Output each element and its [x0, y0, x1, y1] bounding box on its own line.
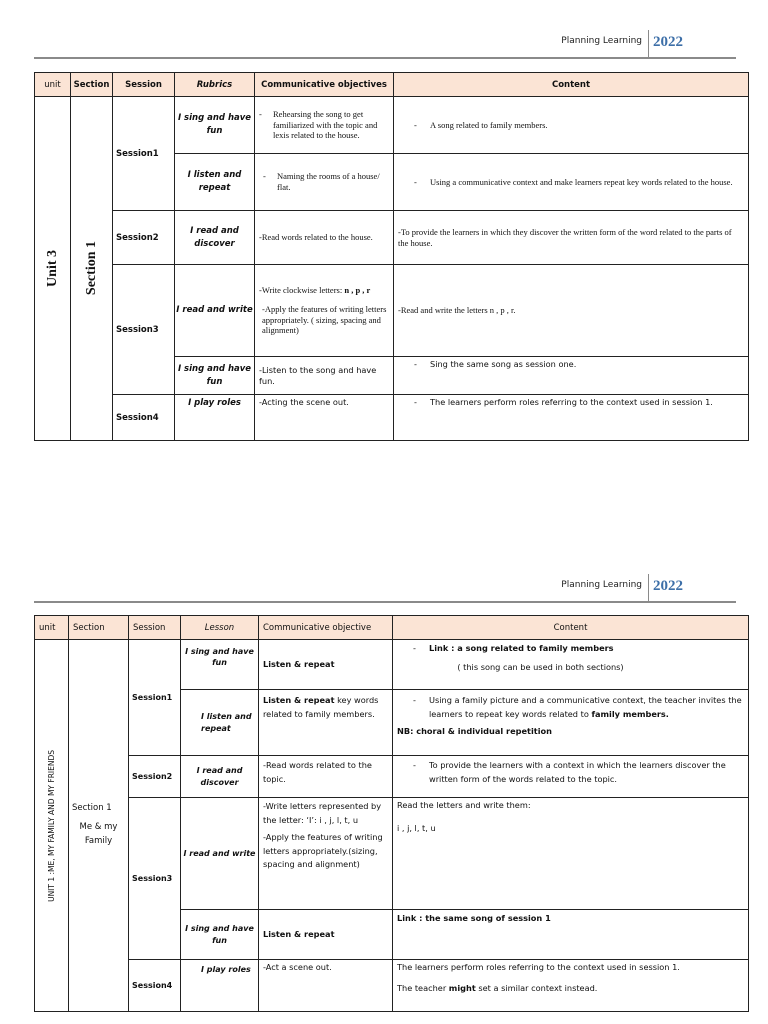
rubric-label: I sing and have fun — [175, 357, 255, 395]
session-label: Session1 — [129, 640, 181, 756]
objective-letters: n , p , r — [344, 285, 371, 296]
planning-table-unit3 — [34, 72, 749, 441]
objective-text: Rehearsing the song to get familiarized with the topic and lexis related to the house. — [273, 109, 378, 141]
objective-cell — [259, 798, 393, 910]
objective-cell — [259, 690, 393, 756]
col-unit: unit — [35, 616, 69, 640]
objective-text: Naming the rooms of a house/ flat. — [277, 171, 380, 192]
content-text: -To provide the learners in which they discover the written form of the word related to the parts of the house. — [394, 211, 749, 265]
section-cell — [69, 640, 129, 1012]
content-text: Using a communicative context and make learners repeat key words related to the house. — [430, 176, 733, 187]
objective-text: -Write clockwise letters: — [259, 285, 345, 296]
objective-text: -Write letters represented by the letter: ‘I’: i , j, l, t, u — [263, 801, 382, 825]
rubric-label: I read and discover — [175, 211, 255, 265]
objective-text: -Read words related to the topic. — [259, 756, 393, 798]
objective-text: -Apply the features of writing letters appropriately.(sizing, spacing and alignment) — [263, 832, 383, 870]
content-cell: - Using a communicative context and make learners repeat key words related to the house. — [394, 154, 749, 211]
content-note: ( this song can be used in both sections) — [457, 661, 624, 672]
rubric-label: I sing and have fun — [175, 97, 255, 154]
content-bold: might — [448, 982, 476, 993]
col-content: Content — [393, 616, 749, 640]
content-text: To provide the learners with a context in which the learners discover the written form of the words related to the topic. — [429, 760, 726, 784]
lesson-label: I play roles — [181, 960, 259, 1012]
objective-text: Listen & repeat — [259, 640, 393, 690]
header-year: 2022 — [653, 578, 683, 594]
content-text: The learners perform roles referring to the context used in session 1. — [397, 962, 680, 972]
rubric-label: I listen and repeat — [175, 154, 255, 211]
col-session: Session — [129, 616, 181, 640]
content-nb: NB: choral & individual repetition — [397, 725, 552, 736]
lesson-label: I read and write — [181, 798, 259, 910]
col-lesson: Lesson — [181, 616, 259, 640]
objective-text: -Listen to the song and have fun. — [255, 357, 394, 395]
table-row — [35, 640, 749, 690]
content-text: Link : the same song of session 1 — [393, 910, 749, 960]
session-label: Session2 — [113, 211, 175, 265]
objective-text: -Apply the features of writing letters appropriately. ( sizing, spacing and alignment) — [262, 303, 387, 336]
objective-cell: - Naming the rooms of a house/ flat. — [255, 154, 394, 211]
col-section: Section — [71, 73, 113, 97]
lesson-label: I sing and have fun — [181, 910, 259, 960]
content-text: -Read and write the letters n , p , r. — [394, 265, 749, 357]
content-cell: - Link : a song related to family members ( this song can be used in both sections) — [393, 640, 749, 690]
table-row — [35, 265, 749, 357]
session-label: Session2 — [129, 756, 181, 798]
table-row — [35, 960, 749, 1012]
lesson-label: I listen and repeat — [181, 690, 259, 756]
unit-cell — [35, 97, 71, 441]
header-label: Planning Learning — [561, 36, 642, 46]
page2-header — [34, 574, 736, 608]
table-header-row — [35, 73, 749, 97]
page1-header — [34, 30, 736, 64]
content-text: The teacher — [397, 982, 449, 993]
col-unit: unit — [35, 73, 71, 97]
session-label: Session4 — [113, 395, 175, 441]
content-cell: - Using a family picture and a communicative context, the teacher invites the learners to repeat key words related to family members. NB: choral & individual repetition — [393, 690, 749, 756]
table-row — [35, 97, 749, 154]
objective-text: -Acting the scene out. — [255, 395, 394, 441]
objective-text: key words related to family members. — [263, 695, 379, 719]
table-row — [35, 756, 749, 798]
content-cell: - Sing the same song as session one. — [394, 357, 749, 395]
objective-bold: Listen & repeat — [263, 695, 335, 705]
session-label: Session4 — [129, 960, 181, 1012]
header-rule — [34, 57, 736, 59]
section-label: Section 1 — [83, 241, 99, 296]
content-cell: - The learners perform roles referring to the context used in session 1. — [394, 395, 749, 441]
content-cell — [393, 798, 749, 910]
objective-text: -Act a scene out. — [259, 960, 393, 1012]
col-content: Content — [394, 73, 749, 97]
section-title: Section 1 — [72, 802, 112, 813]
content-text: Read the letters and write them: — [397, 800, 531, 810]
content-bold: family members. — [591, 708, 669, 719]
lesson-label: I sing and have fun — [181, 640, 259, 690]
objective-text: -Read words related to the house. — [255, 211, 394, 265]
planning-table-unit1 — [34, 615, 749, 1012]
objective-cell — [255, 265, 394, 357]
content-letters: i , j, l, t, u — [397, 822, 436, 833]
header-divider — [648, 30, 649, 59]
session-label: Session3 — [129, 798, 181, 960]
content-link: Link : a song related to family members — [429, 643, 614, 653]
header-rule — [34, 601, 736, 603]
objective-text: Listen & repeat — [259, 910, 393, 960]
table-header-row — [35, 616, 749, 640]
unit-cell — [35, 640, 69, 1012]
objective-cell: - Rehearsing the song to get familiarized with the topic and lexis related to the house. — [255, 97, 394, 154]
table-row — [35, 395, 749, 441]
col-objective: Communicative objective — [259, 616, 393, 640]
table-row — [35, 798, 749, 910]
col-rubrics: Rubrics — [175, 73, 255, 97]
unit-label: Unit 3 — [44, 250, 60, 287]
col-session: Session — [113, 73, 175, 97]
content-text: Using a family picture and a communicative context, the teacher invites the learners to repeat key words related to — [429, 695, 742, 719]
unit-label: UNIT 1 :ME, MY FAMILY AND MY FRIENDS — [47, 749, 56, 902]
content-text: The learners perform roles referring to the context used in session 1. — [430, 397, 713, 407]
content-cell: - To provide the learners with a context in which the learners discover the written form of the words related to the topic. — [393, 756, 749, 798]
rubric-label: I play roles — [175, 395, 255, 441]
session-label: Session1 — [113, 97, 175, 211]
col-section: Section — [69, 616, 129, 640]
content-text: set a similar context instead. — [475, 982, 598, 993]
header-label: Planning Learning — [561, 580, 642, 590]
rubric-label: I read and write — [175, 265, 255, 357]
content-cell: - A song related to family members. — [394, 97, 749, 154]
content-text: A song related to family members. — [430, 119, 548, 130]
content-cell — [393, 960, 749, 1012]
lesson-label: I read and discover — [181, 756, 259, 798]
header-year: 2022 — [653, 34, 683, 50]
session-label: Session3 — [113, 265, 175, 395]
content-text: Sing the same song as session one. — [430, 359, 577, 369]
table-row — [35, 211, 749, 265]
col-objectives: Communicative objectives — [255, 73, 394, 97]
section-cell — [71, 97, 113, 441]
header-divider — [648, 574, 649, 603]
section-subtitle: Me & my Family — [79, 821, 118, 847]
